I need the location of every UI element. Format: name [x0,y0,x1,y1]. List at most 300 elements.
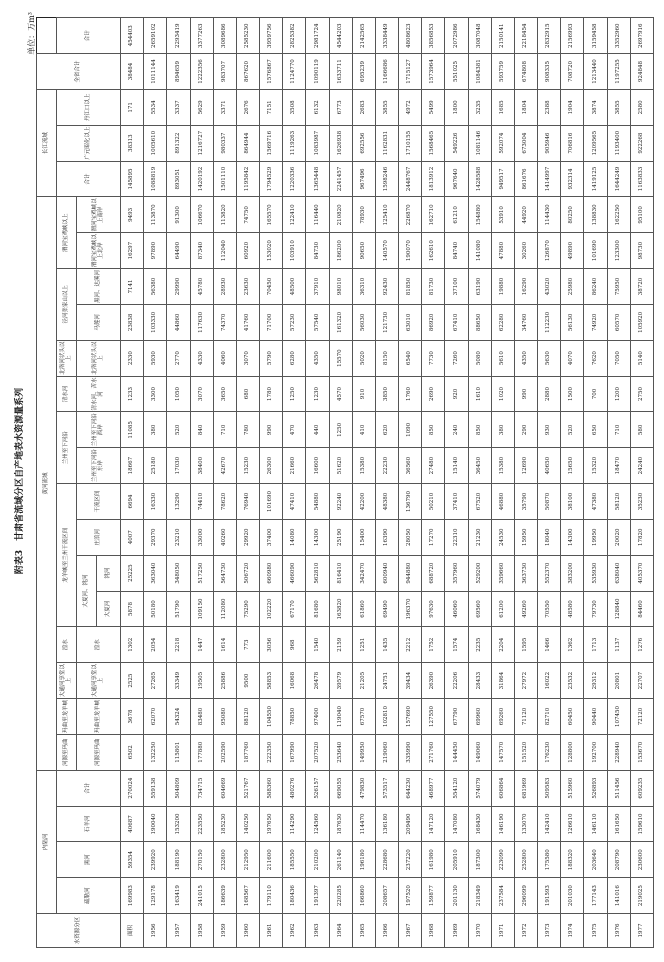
value-cell: 69490 [375,591,398,627]
value-cell: 7050 [607,340,630,376]
value-cell: 15140 [445,448,468,484]
value-cell: 147120 [422,806,445,842]
value-cell: 470 [283,412,306,448]
table-row [491,18,514,948]
value-cell: 468977 [422,770,445,806]
value-cell: 51790 [167,591,190,627]
value-cell: 867620 [236,54,259,90]
value-cell: 1573964 [422,54,445,90]
year-cell: 1959 [213,914,236,948]
value-cell: 220285 [329,878,352,914]
value-cell: 1633711 [329,54,352,90]
area-cell: 18667 [121,448,144,484]
value-cell: 296099 [514,878,537,914]
value-cell: 1568465 [422,125,445,161]
value-cell: 27972 [514,663,537,699]
value-cell: 47410 [283,484,306,520]
value-cell: 81850 [399,269,422,305]
value-cell: 50180 [144,591,167,627]
header-lyx-lz: 龙羊峡至兰州干流区间 [57,484,77,627]
value-cell: 1419125 [584,161,607,197]
value-cell: 864944 [236,125,259,161]
value-cell: 1435 [375,627,398,663]
value-cell: 36560 [399,448,422,484]
value-cell: 223550 [190,806,213,842]
value-cell: 37400 [260,519,283,555]
value-cell: 1251 [352,627,375,663]
value-cell: 63010 [399,304,422,340]
value-cell: 1230 [306,376,329,412]
value-cell: 15320 [584,448,607,484]
value-cell: 84460 [630,591,653,627]
value-cell: 49260 [514,591,537,627]
year-cell: 1968 [422,914,445,948]
value-cell: 29990 [167,269,190,305]
value-cell: 466090 [283,555,306,591]
value-cell: 159610 [630,806,653,842]
value-cell: 185230 [213,806,236,842]
value-cell: 16390 [375,519,398,555]
year-cell: 1970 [468,914,491,948]
value-cell: 91300 [167,197,190,233]
value-cell: 26478 [306,663,329,699]
year-cell: 1966 [375,914,398,948]
value-cell: 29370 [144,519,167,555]
value-cell: 38720 [630,269,653,305]
value-cell: 1162831 [375,125,398,161]
value-cell: 162610 [422,233,445,269]
value-cell: 1760 [399,376,422,412]
value-cell: 930 [538,412,561,448]
value-cell: 56130 [561,304,584,340]
value-cell: 165570 [260,197,283,233]
value-cell: 187760 [236,734,259,770]
value-cell: 4350 [514,340,537,376]
value-cell: 149060 [468,734,491,770]
value-cell: 2832915 [538,18,561,54]
value-cell: 335990 [399,734,422,770]
header-zhuangke: 庄浪河 [77,519,121,555]
value-cell: 357960 [445,555,468,591]
value-cell: 480276 [283,770,306,806]
value-cell: 363730 [514,555,537,591]
value-cell: 1137 [607,627,630,663]
header-jing: 泾河张家山以上 [57,269,77,341]
value-cell: 101690 [260,484,283,520]
header-heihe: 黑河 [57,842,121,878]
value-cell: 5080 [468,340,491,376]
value-cell: 1193400 [607,125,630,161]
value-cell: 511456 [607,770,630,806]
area-cell: 38313 [121,125,144,161]
value-cell: 3650 [213,376,236,412]
year-cell: 1974 [561,914,584,948]
value-cell: 127550 [422,699,445,735]
year-cell: 1972 [514,914,537,948]
value-cell: 574079 [468,770,491,806]
value-cell: 159877 [422,878,445,914]
header-my-longyang-sub: 玛曲至龙羊峡 [77,699,121,735]
value-cell: 117630 [190,304,213,340]
value-cell: 115801 [167,734,190,770]
value-cell: 162250 [607,197,630,233]
header-cj-total: 合计 [57,18,121,54]
year-cell: 1960 [236,914,259,948]
value-cell: 49890 [561,233,584,269]
value-cell: 201130 [445,878,468,914]
value-cell: 241015 [190,878,213,914]
value-cell: 1576867 [260,54,283,90]
value-cell: 60920 [236,233,259,269]
value-cell: 58120 [607,484,630,520]
value-cell: 2770 [167,340,190,376]
table-row [144,18,167,948]
header-hy-maqu: 河源至玛曲 [57,734,77,770]
area-cell: 25225 [121,555,144,591]
value-cell: 529200 [468,555,491,591]
value-cell: 212950 [236,842,259,878]
value-cell: 18040 [538,519,561,555]
value-cell: 520 [561,412,584,448]
value-cell: 681969 [514,770,537,806]
header-shulehe: 疏勒河 [57,878,121,914]
value-cell: 15380 [491,448,514,484]
value-cell: 210820 [329,197,352,233]
value-cell: 192700 [584,734,607,770]
year-cell: 1963 [306,914,329,948]
value-cell: 968 [283,627,306,663]
value-cell: 112080 [213,591,236,627]
header-daxia: 大夏河 [97,591,121,627]
value-cell: 75290 [236,591,259,627]
value-cell: 3235 [468,89,491,125]
value-cell: 95100 [630,197,653,233]
value-cell: 71120 [514,699,537,735]
header-lz-xkz: 兰州至下河沿 [57,412,77,484]
value-cell: 83480 [190,699,213,735]
value-cell: 2142565 [352,18,375,54]
value-cell: 112040 [213,233,236,269]
value-cell: 773 [236,627,259,663]
value-cell: 861676 [514,161,537,197]
value-cell: 50210 [422,484,445,520]
value-cell: 28930 [213,269,236,305]
value-cell: 142410 [538,806,561,842]
value-cell: 119040 [329,699,352,735]
value-cell: 154880 [468,197,491,233]
table-body [121,18,654,948]
value-cell: 92430 [375,269,398,305]
value-cell: 1166686 [375,54,398,90]
value-cell: 161980 [422,842,445,878]
value-cell: 218349 [468,878,491,914]
value-cell: 8150 [375,340,398,376]
value-cell: 153200 [167,806,190,842]
table-row [514,18,537,948]
header-tao: 洮河 [97,555,121,591]
value-cell: 70450 [260,269,283,305]
value-cell: 5499 [422,89,445,125]
value-cell: 237584 [491,878,514,914]
value-cell: 600940 [375,555,398,591]
value-cell: 1362 [561,627,584,663]
header-changjiang: 长江流域 [37,89,57,196]
value-cell: 78850 [283,699,306,735]
value-cell: 1752 [422,627,445,663]
header-inland: 内陆河 [37,770,57,913]
value-cell: 16022 [538,663,561,699]
header-qingshui: 清水河 [57,376,77,412]
value-cell: 1084381 [468,54,491,90]
value-cell: 348050 [167,555,190,591]
value-cell: 153020 [260,233,283,269]
value-cell: 27480 [422,448,445,484]
value-cell: 67170 [283,591,306,627]
value-cell: 2659102 [144,18,167,54]
value-cell: 1090119 [306,54,329,90]
value-cell: 5534 [144,89,167,125]
year-cell: 1961 [260,914,283,948]
value-cell: 363040 [144,555,167,591]
value-cell: 2683 [352,89,375,125]
value-cell: 4070 [561,340,584,376]
value-cell: 129178 [144,878,167,914]
value-cell: 177143 [584,878,607,914]
value-cell: 44860 [167,304,190,340]
value-cell: 133070 [514,806,537,842]
value-cell: 12690 [514,448,537,484]
value-cell: 23532 [561,663,584,699]
year-cell: 1971 [491,914,514,948]
value-cell: 4060 [213,340,236,376]
value-cell: 37910 [306,269,329,305]
value-cell: 3089686 [213,18,236,54]
page-header: 附表3 甘肃省流域分区自产地表水资源量系列 [15,387,25,575]
value-cell: 688720 [422,555,445,591]
value-cell: 29312 [584,663,607,699]
value-cell: 103910 [283,233,306,269]
value-cell: 2150141 [491,18,514,54]
value-cell: 990 [514,376,537,412]
value-cell: 592074 [491,125,514,161]
table-row [538,18,561,948]
value-cell: 1710155 [399,125,422,161]
value-cell: 1414997 [538,161,561,197]
value-cell: 1250 [329,412,352,448]
value-cell: 157690 [399,699,422,735]
value-cell: 1595 [514,627,537,663]
value-cell: 967640 [445,161,468,197]
value-cell: 2690 [422,376,445,412]
value-cell: 2212 [399,627,422,663]
value-cell: 924848 [630,54,653,90]
value-cell: 2388 [538,89,561,125]
table-row [445,18,468,948]
value-cell: 14080 [283,519,306,555]
table-row [167,18,190,948]
value-cell: 506720 [236,555,259,591]
area-cell: 145895 [121,161,144,197]
table-row [375,18,398,948]
value-cell: 1090 [399,412,422,448]
value-cell: 24530 [491,519,514,555]
value-cell: 1005610 [144,125,167,161]
value-cell: 67790 [445,699,468,735]
value-cell: 128840 [607,591,630,627]
value-cell: 36310 [352,269,375,305]
value-cell: 219060 [375,734,398,770]
value-cell: 46060 [445,591,468,627]
table-row [236,18,259,948]
value-cell: 232800 [213,842,236,878]
value-cell: 114430 [538,197,561,233]
value-cell: 3959756 [260,18,283,54]
value-cell: 342470 [352,555,375,591]
value-cell: 660980 [260,555,283,591]
value-cell: 211600 [260,842,283,878]
value-cell: 33000 [190,519,213,555]
year-cell: 1957 [167,914,190,948]
value-cell: 15570 [329,340,352,376]
value-cell: 237220 [399,842,422,878]
value-cell: 1813912 [422,161,445,197]
value-cell: 517250 [190,555,213,591]
value-cell: 21660 [283,448,306,484]
value-cell: 47380 [584,484,607,520]
value-cell: 1626938 [329,125,352,161]
header-wei-sub2: 渭河宝鸡峡以上南岸 [77,197,121,233]
value-cell: 850 [422,412,445,448]
value-cell: 2585230 [236,18,259,54]
value-cell: 1540 [306,627,329,663]
value-cell: 252800 [514,842,537,878]
value-cell: 109150 [190,591,213,627]
value-cell: 816410 [329,555,352,591]
value-cell: 1614 [213,627,236,663]
value-cell: 380 [144,412,167,448]
value-cell: 16600 [306,448,329,484]
header-beiluo: 北洛河状头以上 [57,340,77,376]
value-cell: 515960 [561,770,584,806]
value-cell: 2825382 [283,18,306,54]
value-cell: 121730 [375,304,398,340]
value-cell: 261140 [329,842,352,878]
value-cell: 153670 [630,734,653,770]
value-cell: 910 [352,376,375,412]
value-cell: 22206 [445,663,468,699]
value-cell: 62070 [144,699,167,735]
value-cell: 922268 [630,125,653,161]
value-cell: 5020 [352,340,375,376]
value-cell: 1011144 [144,54,167,90]
value-cell: 74920 [584,304,607,340]
year-cell: 1956 [144,914,167,948]
table-row [584,18,607,948]
value-cell: 149950 [352,734,375,770]
table-row [468,18,491,948]
value-cell: 695239 [352,54,375,90]
value-cell: 147570 [491,734,514,770]
value-cell: 3337 [167,89,190,125]
value-cell: 380 [491,412,514,448]
value-cell: 253640 [329,734,352,770]
value-cell: 692556 [352,125,375,161]
value-cell: 53910 [491,197,514,233]
value-cell: 24751 [375,663,398,699]
value-cell: 967496 [352,161,375,197]
area-cell: 11085 [121,412,144,448]
area-cell: 2525 [121,663,144,699]
value-cell: 19950 [584,519,607,555]
value-cell: 25980 [561,269,584,305]
value-cell: 76940 [236,484,259,520]
value-cell: 146190 [491,806,514,842]
table-row [283,18,306,948]
value-cell: 74370 [213,304,236,340]
value-cell: 549226 [445,125,468,161]
value-cell: 3856853 [422,18,445,54]
value-cell: 88120 [236,699,259,735]
value-cell: 920 [445,376,468,412]
value-cell: 15400 [352,519,375,555]
value-cell: 92240 [329,484,352,520]
value-cell: 526157 [306,770,329,806]
value-cell: 3855 [375,89,398,125]
value-cell: 3850 [375,376,398,412]
value-cell: 102220 [260,591,283,627]
value-cell: 42670 [213,448,236,484]
value-cell: 21230 [468,519,491,555]
value-cell: 1081146 [468,125,491,161]
value-cell: 551025 [445,54,468,90]
value-cell: 5629 [190,89,213,125]
value-cell: 186200 [329,233,352,269]
value-cell: 56380 [144,269,167,305]
value-cell: 4330 [190,340,213,376]
value-cell: 25190 [329,519,352,555]
year-cell: 1962 [283,914,306,948]
area-cell: 1302 [121,627,144,663]
value-cell: 3855 [607,89,630,125]
value-cell: 141016 [607,878,630,914]
value-cell: 2697916 [630,18,653,54]
value-cell: 151520 [514,734,537,770]
table-row [607,18,630,948]
value-cell: 62280 [491,304,514,340]
value-cell: 191593 [538,878,561,914]
value-cell: 2580 [630,89,653,125]
value-cell: 226870 [399,197,422,233]
year-cell: 1975 [584,914,607,948]
area-cell: 7141 [121,269,144,305]
value-cell: 2218454 [514,18,537,54]
value-cell: 5140 [630,340,653,376]
header-qingshui-sub: 清水河、苦水河 [77,376,121,412]
value-cell: 2054 [144,627,167,663]
value-cell: 16330 [144,484,167,520]
area-cell: 270024 [121,770,144,806]
header-wei-sub1: 渭河宝鸡峡以上北岸 [77,233,121,269]
value-cell: 163419 [167,878,190,914]
value-cell: 700 [584,376,607,412]
value-cell: 2750 [630,376,653,412]
value-cell: 22230 [375,448,398,484]
value-cell: 69960 [468,699,491,735]
area-cell: 454403 [121,18,144,54]
value-cell: 1050 [167,376,190,412]
value-cell: 4544203 [329,18,352,54]
value-cell: 35230 [630,484,653,520]
